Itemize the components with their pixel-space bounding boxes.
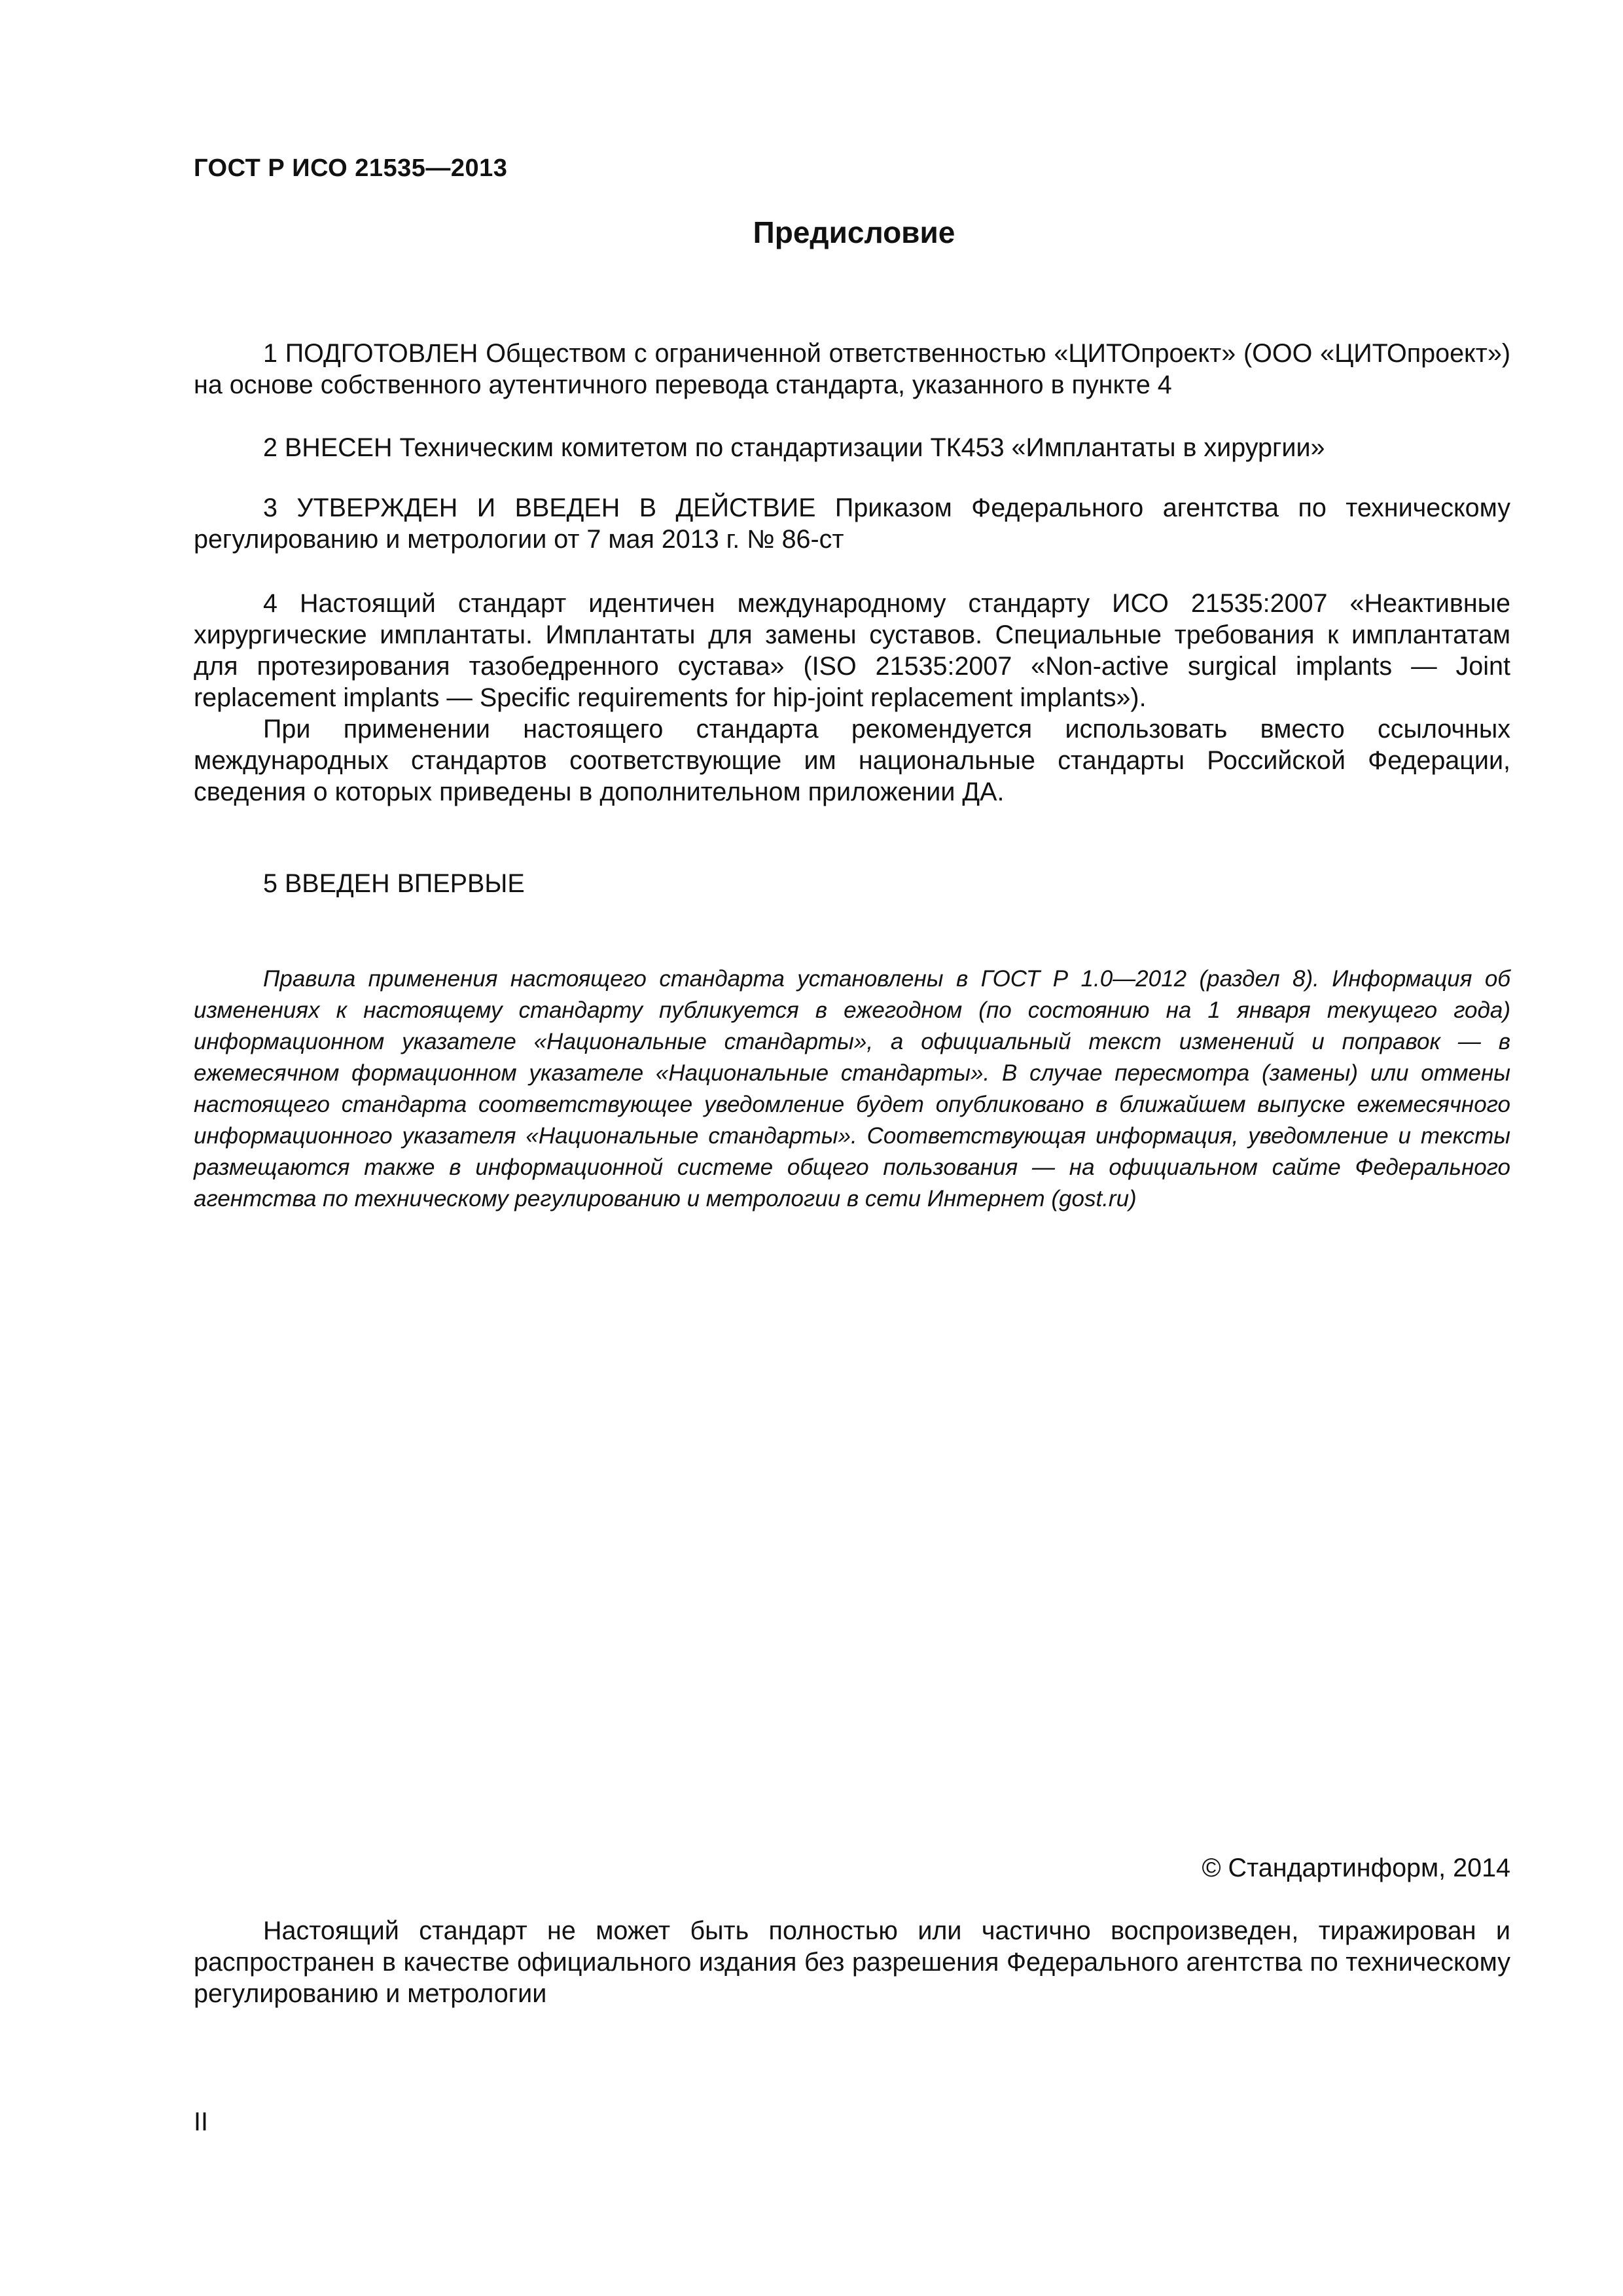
copyright-line: © Стандартинформ, 2014: [1202, 1854, 1510, 1882]
reproduction-notice-text: Настоящий стандарт не может быть полностью или частично воспроизведен, тиражирован и распространен в качестве официального издания без разрешения Федерального агентства по техническому регулированию и метрологии: [194, 1916, 1510, 2008]
foreword-item-1-text: 1 ПОДГОТОВЛЕН Обществом с ограниченной ответственностью «ЦИТОпроект» (ООО «ЦИТОпроект») на основе собственного аутентичного перевода стандарта, указанного в пункте 4: [194, 339, 1510, 399]
foreword-item-4-note: При применении настоящего стандарта рекомендуется использовать вместо ссылочных международных стандартов соответствующие им национальные стандарты Российской Федерации, сведения о которых приведены в дополнительном приложении ДА.: [194, 715, 1510, 806]
document-code: ГОСТ Р ИСО 21535—2013: [194, 154, 508, 182]
application-rules-text: Правила применения настоящего стандарта установлены в ГОСТ Р 1.0—2012 (раздел 8). Информация об изменениях к настоящему стандарту публикуется в ежегодном (по состоянию на 1 января текущего года) информационном указателе «Национальные стандарты», а официальный текст изменений и поправок — в ежемесячном формационном указателе «Национальные стандарты». В случае пересмотра (замены) или отмены настоящего стандарта соответствующее уведомление будет опубликовано в ближайшем выпуске ежемесячного информационного указателя «Национальные стандарты». Соответствующая информация, уведомление и тексты размещаются также в информационной системе общего пользования — на официальном сайте Федерального агентства по техническому регулированию и метрологии в сети Интернет (gost.ru): [194, 966, 1510, 1211]
foreword-item-2: [194, 432, 1510, 463]
reproduction-notice: [194, 1915, 1510, 2009]
foreword-item-4-text: 4 Настоящий стандарт идентичен международному стандарту ИСО 21535:2007 «Неактивные хирургические имплантаты. Имплантаты для замены суставов. Специальные требования к имплантатам для протезирования тазобедренного сустава» (ISO 21535:2007 «Non-active surgical implants — Joint replacement implants — Specific requirements for hip-joint replacement implants»).: [194, 589, 1510, 712]
application-rules: [194, 963, 1510, 1215]
foreword-item-5-text: 5 ВВЕДЕН ВПЕРВЫЕ: [263, 869, 525, 898]
foreword-item-4: [194, 588, 1510, 808]
foreword-item-5: [194, 868, 1510, 899]
page-number: II: [194, 2108, 208, 2136]
page-title: Предисловие: [753, 215, 955, 249]
foreword-item-2-text: 2 ВНЕСЕН Техническим комитетом по стандартизации ТК453 «Имплантаты в хирургии»: [263, 433, 1325, 462]
foreword-item-3: [194, 492, 1510, 555]
foreword-item-1: [194, 338, 1510, 401]
foreword-item-3-text: 3 УТВЕРЖДЕН И ВВЕДЕН В ДЕЙСТВИЕ Приказом Федерального агентства по техническому регулированию и метрологии от 7 мая 2013 г. № 86-ст: [194, 493, 1510, 554]
